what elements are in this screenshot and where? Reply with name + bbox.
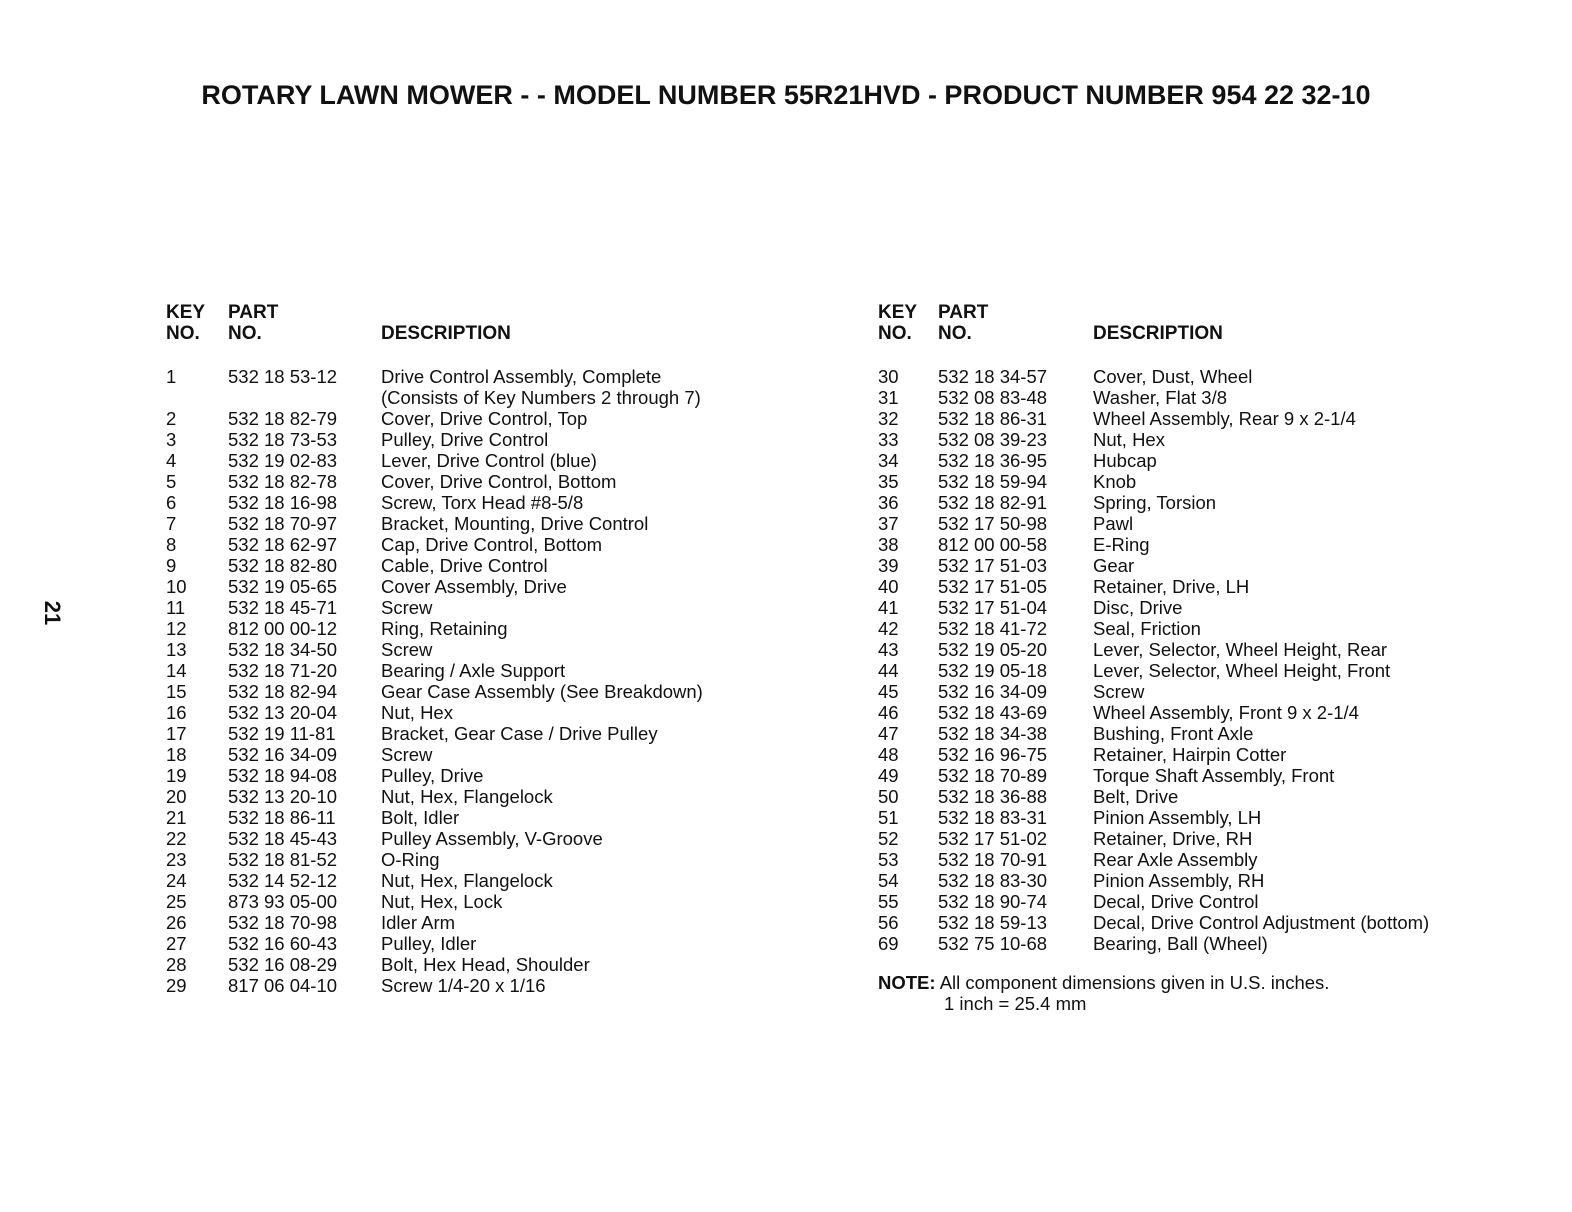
part-no: 532 18 70-91 — [938, 849, 1048, 870]
key-no: 26 — [166, 912, 187, 933]
description: Pinion Assembly, RH — [1093, 870, 1265, 891]
key-no: 51 — [878, 807, 899, 828]
part-no: 532 19 05-20 — [938, 639, 1048, 660]
part-no: 532 18 34-38 — [938, 723, 1048, 744]
key-no: 43 — [878, 639, 899, 660]
part-no: 532 16 34-09 — [228, 744, 338, 765]
description: Cap, Drive Control, Bottom — [381, 534, 603, 555]
part-no: 532 13 20-10 — [228, 786, 338, 807]
description: E-Ring — [1093, 534, 1150, 555]
description: Belt, Drive — [1093, 786, 1179, 807]
description: Cable, Drive Control — [381, 555, 548, 576]
key-no: 3 — [166, 429, 177, 450]
key-no: 21 — [166, 807, 187, 828]
key-no: 45 — [878, 681, 899, 702]
description: Decal, Drive Control Adjustment (bottom) — [1093, 912, 1430, 933]
description: Cover, Dust, Wheel — [1093, 366, 1253, 387]
part-no: 532 18 83-30 — [938, 870, 1048, 891]
part-no: 532 19 05-65 — [228, 576, 338, 597]
key-no: 47 — [878, 723, 899, 744]
key-no: 37 — [878, 513, 899, 534]
part-no: 532 18 34-57 — [938, 366, 1048, 387]
key-no: 50 — [878, 786, 899, 807]
key-no: 41 — [878, 597, 899, 618]
description: Spring, Torsion — [1093, 492, 1217, 513]
description-header: DESCRIPTION — [1093, 323, 1223, 344]
description: Drive Control Assembly, Complete — [381, 366, 662, 387]
description: Pinion Assembly, LH — [1093, 807, 1262, 828]
description: Bolt, Idler — [381, 807, 460, 828]
description: Screw — [1093, 681, 1145, 702]
part-no: 532 18 86-11 — [228, 807, 336, 828]
note-line2: 1 inch = 25.4 mm — [944, 993, 1087, 1014]
part-no: 532 18 82-79 — [228, 408, 338, 429]
description: Bearing, Ball (Wheel) — [1093, 933, 1268, 954]
description-header: DESCRIPTION — [381, 323, 511, 344]
description: Bolt, Hex Head, Shoulder — [381, 954, 590, 975]
part-no: 532 19 11-81 — [228, 723, 336, 744]
description: Lever, Selector, Wheel Height, Front — [1093, 660, 1391, 681]
key-no: 15 — [166, 681, 187, 702]
key-no: 39 — [878, 555, 899, 576]
key-no: 25 — [166, 891, 187, 912]
description: Bearing / Axle Support — [381, 660, 566, 681]
key-no: 11 — [166, 597, 186, 618]
description: Cover, Drive Control, Top — [381, 408, 588, 429]
part-no: 532 18 90-74 — [938, 891, 1048, 912]
part-no: 532 17 51-02 — [938, 828, 1048, 849]
key-no: 34 — [878, 450, 899, 471]
description: Screw, Torx Head #8-5/8 — [381, 492, 584, 513]
description: Nut, Hex, Flangelock — [381, 786, 553, 807]
part-no: 532 18 53-12 — [228, 366, 338, 387]
description: O-Ring — [381, 849, 440, 870]
part-no: 532 18 59-13 — [938, 912, 1048, 933]
part-no: 532 08 83-48 — [938, 387, 1048, 408]
part-no: 532 18 71-20 — [228, 660, 338, 681]
part-no: 532 18 45-71 — [228, 597, 338, 618]
key-no: 16 — [166, 702, 187, 723]
description: Wheel Assembly, Rear 9 x 2-1/4 — [1093, 408, 1356, 429]
description: Knob — [1093, 471, 1137, 492]
part-no: 532 18 73-53 — [228, 429, 338, 450]
part-no: 532 13 20-04 — [228, 702, 338, 723]
part-no: 532 17 51-04 — [938, 597, 1048, 618]
description: Cover, Drive Control, Bottom — [381, 471, 617, 492]
key-no: 32 — [878, 408, 899, 429]
key-no: 4 — [166, 450, 177, 471]
description: Disc, Drive — [1093, 597, 1183, 618]
key-no: 35 — [878, 471, 899, 492]
description: Bracket, Mounting, Drive Control — [381, 513, 649, 534]
part-no: 532 18 16-98 — [228, 492, 338, 513]
part-no: 812 00 00-58 — [938, 534, 1048, 555]
part-no: 532 75 10-68 — [938, 933, 1048, 954]
key-no: 52 — [878, 828, 899, 849]
part-no: 532 17 50-98 — [938, 513, 1048, 534]
part-no: 532 18 45-43 — [228, 828, 338, 849]
description: Retainer, Drive, RH — [1093, 828, 1253, 849]
description: Screw — [381, 597, 433, 618]
part-no: 532 16 60-43 — [228, 933, 338, 954]
key-no: 40 — [878, 576, 899, 597]
part-no: 532 18 36-88 — [938, 786, 1048, 807]
description: Bushing, Front Axle — [1093, 723, 1254, 744]
description: Pulley, Drive Control — [381, 429, 549, 450]
description-continuation: (Consists of Key Numbers 2 through 7) — [381, 387, 701, 408]
key-no-header: KEY NO. — [878, 302, 918, 344]
key-no-header: KEY NO. — [166, 302, 206, 344]
key-no: 48 — [878, 744, 899, 765]
part-no: 532 18 70-89 — [938, 765, 1048, 786]
description: Nut, Hex — [1093, 429, 1165, 450]
part-no: 817 06 04-10 — [228, 975, 338, 996]
key-no: 54 — [878, 870, 899, 891]
key-no: 6 — [166, 492, 177, 513]
part-no: 532 16 96-75 — [938, 744, 1048, 765]
key-no: 38 — [878, 534, 899, 555]
description: Nut, Hex — [381, 702, 453, 723]
description: Bracket, Gear Case / Drive Pulley — [381, 723, 658, 744]
part-no: 532 18 36-95 — [938, 450, 1048, 471]
key-no: 46 — [878, 702, 899, 723]
key-no: 33 — [878, 429, 899, 450]
description: Wheel Assembly, Front 9 x 2-1/4 — [1093, 702, 1359, 723]
part-no: 532 17 51-05 — [938, 576, 1048, 597]
key-no: 1 — [166, 366, 177, 387]
key-no: 7 — [166, 513, 177, 534]
part-no: 532 18 81-52 — [228, 849, 338, 870]
part-no: 532 18 70-98 — [228, 912, 338, 933]
part-no-header: PART NO. — [938, 302, 989, 344]
description: Seal, Friction — [1093, 618, 1201, 639]
part-no: 532 08 39-23 — [938, 429, 1048, 450]
part-no: 532 18 82-78 — [228, 471, 338, 492]
part-no: 532 18 82-91 — [938, 492, 1048, 513]
key-no: 53 — [878, 849, 899, 870]
note-label: NOTE: — [878, 972, 936, 993]
description: Washer, Flat 3/8 — [1093, 387, 1228, 408]
key-no: 14 — [166, 660, 187, 681]
description: Screw 1/4-20 x 1/16 — [381, 975, 546, 996]
part-no: 532 19 05-18 — [938, 660, 1048, 681]
part-no: 532 18 82-94 — [228, 681, 338, 702]
part-no: 532 17 51-03 — [938, 555, 1048, 576]
key-no: 49 — [878, 765, 899, 786]
part-no: 532 18 62-97 — [228, 534, 338, 555]
description: Nut, Hex, Lock — [381, 891, 503, 912]
key-no: 9 — [166, 555, 177, 576]
description: Nut, Hex, Flangelock — [381, 870, 553, 891]
description: Pawl — [1093, 513, 1134, 534]
part-no: 532 18 34-50 — [228, 639, 338, 660]
description: Gear — [1093, 555, 1135, 576]
part-no: 532 18 43-69 — [938, 702, 1048, 723]
description: Screw — [381, 744, 433, 765]
description: Lever, Selector, Wheel Height, Rear — [1093, 639, 1388, 660]
description: Cover Assembly, Drive — [381, 576, 567, 597]
key-no: 8 — [166, 534, 177, 555]
description: Pulley, Drive — [381, 765, 484, 786]
part-no: 812 00 00-12 — [228, 618, 338, 639]
key-no: 42 — [878, 618, 899, 639]
key-no: 44 — [878, 660, 899, 681]
description: Gear Case Assembly (See Breakdown) — [381, 681, 703, 702]
part-no: 532 18 83-31 — [938, 807, 1048, 828]
description: Ring, Retaining — [381, 618, 508, 639]
key-no: 5 — [166, 471, 177, 492]
page-title: ROTARY LAWN MOWER - - MODEL NUMBER 55R21HVD - PRODUCT NUMBER 954 22 32-10 — [201, 80, 1371, 110]
key-no: 22 — [166, 828, 187, 849]
part-no-header: PART NO. — [228, 302, 279, 344]
page-number: 21 — [40, 600, 66, 626]
part-no: 532 18 70-97 — [228, 513, 338, 534]
key-no: 20 — [166, 786, 187, 807]
key-no: 30 — [878, 366, 899, 387]
description: Rear Axle Assembly — [1093, 849, 1258, 870]
key-no: 23 — [166, 849, 187, 870]
key-no: 29 — [166, 975, 187, 996]
description: Lever, Drive Control (blue) — [381, 450, 597, 471]
description: Torque Shaft Assembly, Front — [1093, 765, 1335, 786]
key-no: 27 — [166, 933, 187, 954]
part-no: 532 16 34-09 — [938, 681, 1048, 702]
part-no: 532 14 52-12 — [228, 870, 338, 891]
description: Retainer, Hairpin Cotter — [1093, 744, 1287, 765]
description: Retainer, Drive, LH — [1093, 576, 1250, 597]
description: Pulley Assembly, V-Groove — [381, 828, 603, 849]
key-no: 56 — [878, 912, 899, 933]
key-no: 19 — [166, 765, 187, 786]
key-no: 12 — [166, 618, 187, 639]
description: Hubcap — [1093, 450, 1157, 471]
key-no: 24 — [166, 870, 187, 891]
description: Decal, Drive Control — [1093, 891, 1259, 912]
note-line1: All component dimensions given in U.S. inches. — [939, 972, 1330, 993]
key-no: 36 — [878, 492, 899, 513]
description: Screw — [381, 639, 433, 660]
part-no: 532 18 82-80 — [228, 555, 338, 576]
key-no: 69 — [878, 933, 899, 954]
key-no: 10 — [166, 576, 187, 597]
part-no: 532 18 94-08 — [228, 765, 338, 786]
part-no: 532 18 41-72 — [938, 618, 1048, 639]
part-no: 532 18 86-31 — [938, 408, 1048, 429]
part-no: 532 16 08-29 — [228, 954, 338, 975]
key-no: 13 — [166, 639, 187, 660]
key-no: 17 — [166, 723, 187, 744]
key-no: 31 — [878, 387, 899, 408]
key-no: 55 — [878, 891, 899, 912]
key-no: 28 — [166, 954, 187, 975]
note — [878, 972, 1329, 1014]
description: Pulley, Idler — [381, 933, 477, 954]
part-no: 532 19 02-83 — [228, 450, 338, 471]
key-no: 2 — [166, 408, 177, 429]
part-no: 873 93 05-00 — [228, 891, 338, 912]
part-no: 532 18 59-94 — [938, 471, 1048, 492]
key-no: 18 — [166, 744, 187, 765]
description: Idler Arm — [381, 912, 456, 933]
